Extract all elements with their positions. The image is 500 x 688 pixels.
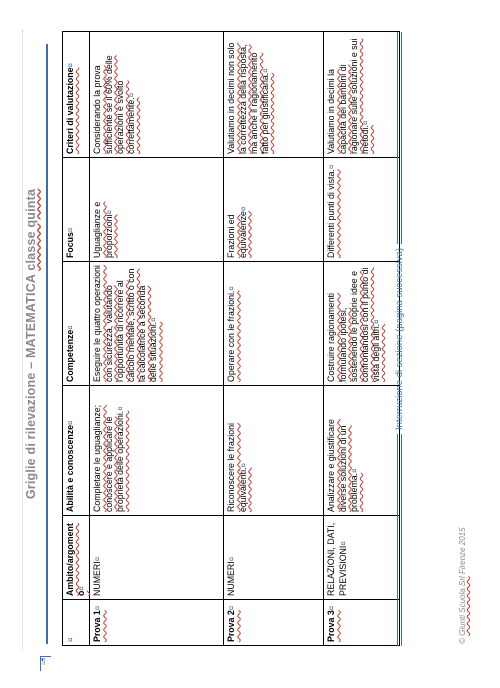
table-row bbox=[324, 32, 400, 646]
section-break-line-left bbox=[397, 434, 402, 646]
competenze-cell: Costruire ragionamenti formulando ipotesi, sostenendo le proprie idee e confrontandosi con il punto di vista degli altri.¤ bbox=[324, 262, 400, 386]
ambito-cell: RELAZIONI, DATI, PREVISIONI¤ bbox=[324, 516, 400, 600]
header-abilita: Abilità e conoscenze¤ bbox=[63, 386, 90, 516]
header-focus: Focus¤ bbox=[63, 158, 90, 262]
section-break bbox=[394, 32, 405, 646]
title-underlined: classe quinta bbox=[24, 188, 38, 271]
prova-label: Prova 3¤ bbox=[324, 600, 400, 646]
page-title bbox=[24, 84, 38, 604]
table-row bbox=[90, 32, 224, 646]
prova-label: Prova 2¤ bbox=[224, 600, 324, 646]
table-row bbox=[224, 32, 324, 646]
header-cell-empty: ¤ bbox=[63, 600, 90, 646]
document-page bbox=[24, 24, 476, 664]
ambito-cell: NUMERI¤ bbox=[90, 516, 224, 600]
criteri-cell: Valutiamo in decimi la capacità dei bambini di ragionare sulle soluzioni e sui metodi.¤ bbox=[324, 32, 400, 158]
header-criteri: Criteri di valutazione¤ bbox=[63, 32, 90, 158]
prova-label: Prova 1¤ bbox=[90, 600, 224, 646]
section-break-line-right bbox=[397, 32, 402, 244]
criteri-cell: Considerando la prova sufficiente se il 60% delle operazioni è svolto correttamente.¤ bbox=[90, 32, 224, 158]
table-header-row bbox=[63, 32, 90, 646]
ambito-cell: NUMERI¤ bbox=[224, 516, 324, 600]
header-ambito: Ambito/argomento¤ bbox=[63, 516, 90, 600]
abilita-cell: Riconoscere le frazioni equivalenti.¤ bbox=[224, 386, 324, 516]
abilita-cell: Completare le uguaglianze; conoscere e applicare le proprietà delle operazioni.¤ bbox=[90, 386, 224, 516]
title-prefix: Griglie di rilevazione – MATEMATICA bbox=[24, 270, 38, 500]
copyright-footer: © Giunti Scuola Srl Firenze 2015 bbox=[458, 527, 467, 644]
focus-cell: Frazioni ed equivalenze¤ bbox=[224, 158, 324, 262]
section-break-label: Interruzione di sezione (pagina successiva) bbox=[394, 247, 405, 431]
competenze-cell: Operare con le frazioni.¤ bbox=[224, 262, 324, 386]
criteri-cell: Valutiamo in decimi non solo la correttezza della risposta, ma anche il ragionamento fatto per giustificarla.¤ bbox=[224, 32, 324, 158]
paragraph-mark-icon: ¶ bbox=[40, 656, 51, 671]
evaluation-table bbox=[62, 31, 400, 646]
abilita-cell: Analizzare e giustificare diverse soluzioni di un problema.¤ bbox=[324, 386, 400, 516]
focus-cell: Uguaglianze e proporzioni¤ bbox=[90, 158, 224, 262]
header-competenze: Competenze¤ bbox=[63, 262, 90, 386]
focus-cell: Differenti punti di vista.¤ bbox=[324, 158, 400, 262]
competenze-cell: Eseguire le quattro operazioni con sicurezza, valutando l’opportunità di ricorrere al calcolo mentale, scritto o con la calcolatrice a seconda delle situazioni.¤ bbox=[90, 262, 224, 386]
title-border bbox=[46, 44, 48, 644]
